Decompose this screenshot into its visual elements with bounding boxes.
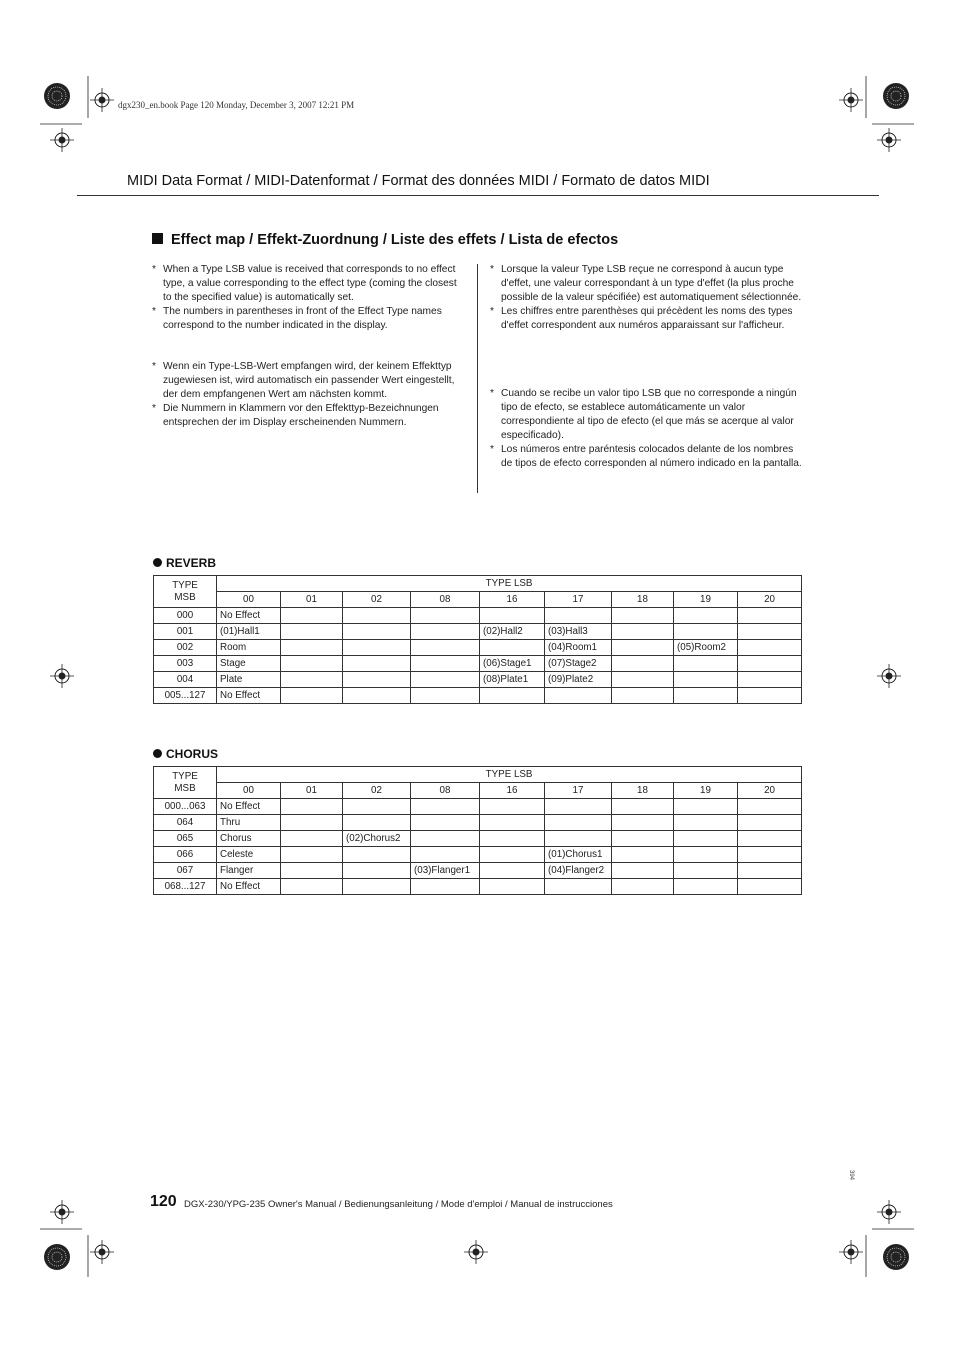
lsb-column-header: 18 [612,592,674,608]
lsb-column-header: 19 [674,783,738,799]
effect-cell [411,656,480,672]
effect-cell [674,624,738,640]
table-row [154,672,802,688]
table-row [154,831,802,847]
table-row [154,624,802,640]
effect-cell: Plate [217,672,281,688]
effect-cell: No Effect [217,799,281,815]
effect-cell [281,847,343,863]
reverb-table-title: REVERB [153,556,216,570]
effect-cell: Room [217,640,281,656]
registration-star-mark [883,83,909,109]
note-item: * Die Nummern in Klammern vor den Effekttyp-Bezeichnungen entsprechen der im Display erscheinenden Nummern. [152,403,439,428]
effect-cell [480,831,545,847]
chorus-table-title: CHORUS [153,747,218,761]
msb-cell: 000...063 [154,799,217,815]
side-code: 394 [848,1170,854,1181]
table-header-row [154,592,802,608]
effect-cell [281,815,343,831]
effect-cell [674,831,738,847]
table-row [154,656,802,672]
effect-cell [545,688,612,704]
effect-cell [612,608,674,624]
effect-cell [674,799,738,815]
effect-cell [411,640,480,656]
effect-cell [343,799,411,815]
effect-cell: (01)Hall1 [217,624,281,640]
effect-cell [612,688,674,704]
asterisk-icon: * [490,264,494,275]
effect-cell [738,815,802,831]
effect-cell [612,656,674,672]
effect-cell [738,831,802,847]
type-lsb-header: TYPE LSB [217,576,802,592]
effect-cell: (02)Hall2 [480,624,545,640]
note-item: * The numbers in parentheses in front of the Effect Type names correspond to the number indicated in the display. [152,306,442,331]
lsb-column-header: 08 [411,592,480,608]
effect-cell [612,624,674,640]
effect-cell [738,656,802,672]
effect-cell [545,799,612,815]
effect-cell [343,815,411,831]
effect-cell [411,879,480,895]
msb-cell: 001 [154,624,217,640]
table-row [154,879,802,895]
effect-cell [480,847,545,863]
effect-cell [411,799,480,815]
type-msb-header [154,767,217,799]
lsb-column-header: 00 [217,592,281,608]
effect-cell [612,815,674,831]
effect-cell [738,672,802,688]
msb-cell: 000 [154,608,217,624]
effect-cell: (04)Room1 [545,640,612,656]
asterisk-icon: * [152,361,156,372]
effect-cell [343,847,411,863]
note-item: * Wenn ein Type-LSB-Wert empfangen wird, der keinem Effekttyp zugewiesen ist, wird automatisch ein passender Wert eingestellt, der dem empfangenen Wert am nächsten kommt. [152,361,455,400]
effect-cell [545,879,612,895]
section-title [152,232,618,248]
effect-cell: (03)Hall3 [545,624,612,640]
msb-cell: 066 [154,847,217,863]
chorus-table [153,766,802,895]
note-item: * Los números entre paréntesis colocados delante de los nombres de tipos de efecto corresponden al número indicado en la pantalla. [490,444,802,469]
table-header-row [154,767,802,783]
effect-cell [738,847,802,863]
lsb-column-header: 16 [480,783,545,799]
effect-cell [411,608,480,624]
effect-cell [612,640,674,656]
msb-cell: 003 [154,656,217,672]
asterisk-icon: * [490,388,494,399]
lsb-column-header: 02 [343,783,411,799]
print-slug: dgx230_en.book Page 120 Monday, December 3, 2007 12:21 PM [118,100,355,110]
lsb-column-header: 17 [545,783,612,799]
registration-star-mark [44,83,70,109]
lsb-column-header: 00 [217,783,281,799]
header-divider [77,195,879,196]
column-divider [477,264,478,493]
effect-cell [343,608,411,624]
effect-cell [411,672,480,688]
effect-cell [674,847,738,863]
type-msb-line: TYPE [172,770,198,782]
effect-cell: (03)Flanger1 [411,863,480,879]
footer-manual-title: DGX-230/YPG-235 Owner's Manual / Bedienungsanleitung / Mode d'emploi / Manual de instrucciones [184,1199,613,1210]
msb-cell: 004 [154,672,217,688]
lsb-column-header: 20 [738,783,802,799]
effect-cell [343,672,411,688]
effect-cell [281,656,343,672]
effect-cell [674,672,738,688]
registration-star-mark [883,1244,909,1270]
asterisk-icon: * [152,306,156,317]
effect-cell [480,640,545,656]
effect-cell: (09)Plate2 [545,672,612,688]
msb-cell: 065 [154,831,217,847]
effect-cell [480,879,545,895]
effect-cell: Thru [217,815,281,831]
type-msb-header [154,576,217,608]
effect-cell [612,831,674,847]
effect-cell [281,640,343,656]
table-row [154,847,802,863]
effect-cell [411,624,480,640]
effect-cell [738,799,802,815]
effect-cell [612,672,674,688]
effect-cell [411,688,480,704]
asterisk-icon: * [490,306,494,317]
effect-cell [674,879,738,895]
lsb-column-header: 16 [480,592,545,608]
asterisk-icon: * [490,444,494,455]
note-item: * Cuando se recibe un valor tipo LSB que no corresponde a ningún tipo de efecto, se establece automáticamente un valor correspondiente al tipo de efecto (el que más se acerque al valor especificado). [490,388,797,441]
effect-cell [281,624,343,640]
msb-cell: 067 [154,863,217,879]
effect-cell [545,815,612,831]
msb-cell: 068...127 [154,879,217,895]
msb-cell: 005...127 [154,688,217,704]
effect-cell [612,879,674,895]
effect-cell [343,863,411,879]
msb-cell: 002 [154,640,217,656]
effect-cell [411,847,480,863]
lsb-column-header: 17 [545,592,612,608]
lsb-column-header: 19 [674,592,738,608]
notes-spanish [490,387,803,471]
notes-english [152,263,460,333]
effect-cell [738,688,802,704]
effect-cell [343,640,411,656]
effect-cell [343,656,411,672]
type-msb-line: TYPE [172,579,198,591]
reverb-table [153,575,802,704]
effect-cell: (06)Stage1 [480,656,545,672]
effect-cell [281,879,343,895]
effect-cell [612,799,674,815]
effect-cell [612,863,674,879]
effect-cell [281,863,343,879]
effect-cell: (01)Chorus1 [545,847,612,863]
table-row [154,799,802,815]
page-number: 120 [150,1193,177,1210]
effect-cell [738,608,802,624]
effect-cell: (05)Room2 [674,640,738,656]
note-item: * Lorsque la valeur Type LSB reçue ne correspond à aucun type d'effet, une valeur correspondant à un type d'effet (la plus proche possible de la valeur spécifiée) est automatiquement sélectionnée. [490,264,802,303]
lsb-column-header: 20 [738,592,802,608]
effect-cell [738,879,802,895]
table-row [154,640,802,656]
effect-cell: Chorus [217,831,281,847]
section-square-icon [152,233,163,244]
lsb-column-header: 01 [281,783,343,799]
table-row [154,608,802,624]
table-row [154,815,802,831]
lsb-column-header: 01 [281,592,343,608]
effect-cell [738,640,802,656]
effect-cell [480,688,545,704]
effect-cell: (07)Stage2 [545,656,612,672]
effect-cell [674,656,738,672]
notes-german [152,360,460,430]
effect-cell [411,831,480,847]
effect-cell [281,831,343,847]
table-row [154,688,802,704]
effect-cell: Stage [217,656,281,672]
effect-cell: No Effect [217,879,281,895]
asterisk-icon: * [152,403,156,414]
effect-cell [281,608,343,624]
effect-cell: (04)Flanger2 [545,863,612,879]
effect-cell [411,815,480,831]
effect-cell [612,847,674,863]
effect-cell [738,863,802,879]
effect-cell: Flanger [217,863,281,879]
registration-star-mark [44,1244,70,1270]
type-msb-line: MSB [174,591,196,603]
table-header-row [154,783,802,799]
type-msb-line: MSB [174,782,196,794]
effect-cell [674,608,738,624]
effect-cell [674,815,738,831]
effect-cell [281,799,343,815]
msb-cell: 064 [154,815,217,831]
effect-cell: (08)Plate1 [480,672,545,688]
effect-cell: No Effect [217,608,281,624]
effect-cell [343,688,411,704]
section-title-text: Effect map / Effekt-Zuordnung / Liste des effets / Lista de efectos [171,232,619,248]
effect-cell [480,799,545,815]
bullet-dot-icon [153,558,162,567]
effect-cell [480,815,545,831]
effect-cell [343,879,411,895]
effect-cell [674,688,738,704]
effect-cell [738,624,802,640]
bullet-dot-icon [153,749,162,758]
type-lsb-header: TYPE LSB [217,767,802,783]
page-header-title: MIDI Data Format / MIDI-Datenformat / Format des données MIDI / Formato de datos MIDI [127,173,710,189]
effect-cell [674,863,738,879]
notes-french [490,263,803,333]
lsb-column-header: 02 [343,592,411,608]
effect-cell: Celeste [217,847,281,863]
note-item: * Les chiffres entre parenthèses qui précèdent les noms des types d'effet correspondent aux numéros apparaissant sur l'afficheur. [490,306,793,331]
table-header-row [154,576,802,592]
effect-cell: No Effect [217,688,281,704]
note-item: * When a Type LSB value is received that corresponds to no effect type, a value corresponding to the effect type (coming the closest to the specified value) is automatically set. [152,264,457,303]
asterisk-icon: * [152,264,156,275]
effect-cell [545,831,612,847]
table-row [154,863,802,879]
lsb-column-header: 18 [612,783,674,799]
lsb-column-header: 08 [411,783,480,799]
effect-cell [480,863,545,879]
effect-cell [480,608,545,624]
effect-cell [281,688,343,704]
effect-cell [281,672,343,688]
effect-cell: (02)Chorus2 [343,831,411,847]
effect-cell [343,624,411,640]
effect-cell [545,608,612,624]
